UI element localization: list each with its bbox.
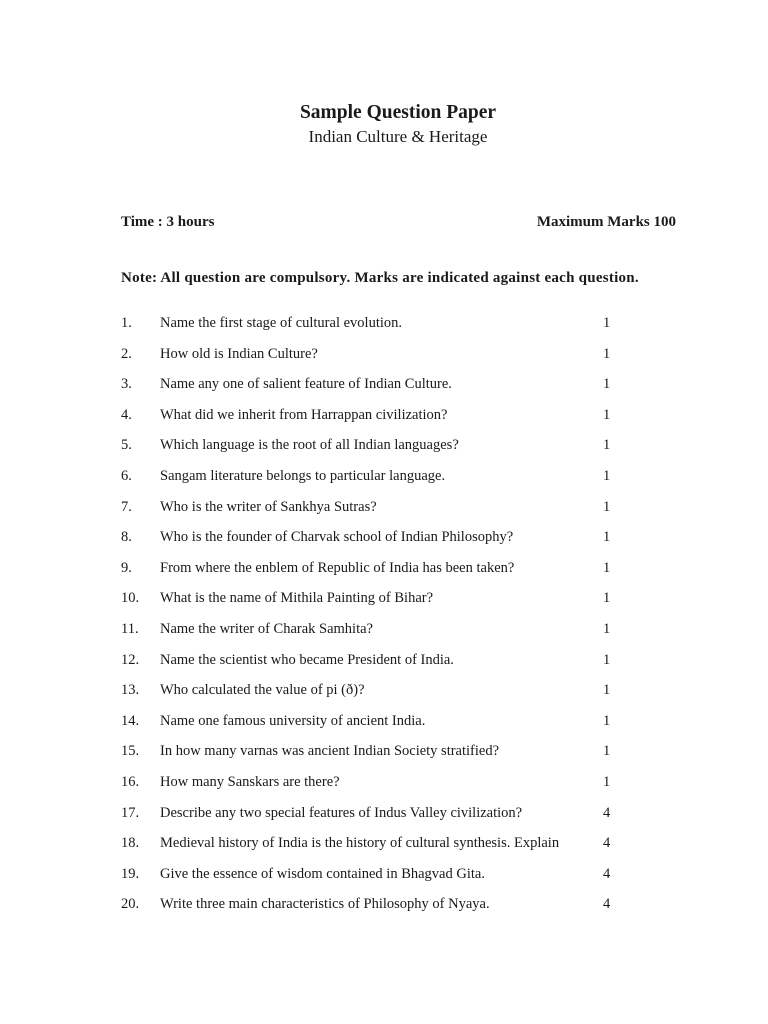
time-allowed: Time : 3 hours [121,214,215,230]
question-number: 13. [121,682,140,699]
question-marks: 1 [603,345,611,362]
question-text: Who is the writer of Sankhya Sutras? [160,498,377,515]
question-number: 6. [121,467,132,484]
page-subtitle: Indian Culture & Heritage [308,127,488,146]
question-number: 17. [121,804,140,821]
question-text: Name any one of salient feature of Indian Culture. [160,376,452,393]
question-marks: 1 [603,620,611,637]
question-marks: 1 [603,743,611,760]
page-title: Sample Question Paper [299,102,497,123]
question-number: 15. [121,743,140,760]
question-row [0,894,768,925]
question-row [0,680,768,711]
question-marks: 1 [603,498,611,515]
question-row [0,588,768,619]
question-text: Name one famous university of ancient India. [160,712,426,729]
question-row [0,344,768,375]
question-number: 11. [121,620,139,637]
question-marks: 1 [603,406,611,423]
question-number: 14. [121,712,140,729]
question-row [0,435,768,466]
question-text: Who is the founder of Charvak school of Indian Philosophy? [160,529,514,546]
question-text: What is the name of Mithila Painting of Bihar? [160,590,434,607]
question-marks: 1 [603,712,611,729]
question-row [0,711,768,742]
question-number: 2. [121,345,132,362]
question-text: Give the essence of wisdom contained in Bhagvad Gita. [160,865,485,882]
question-number: 18. [121,835,140,852]
question-number: 7. [121,498,132,515]
question-number: 1. [121,315,132,331]
question-number: 4. [121,406,132,423]
question-marks: 4 [603,804,611,821]
question-text: In how many varnas was ancient Indian Society stratified? [160,743,500,760]
question-row [0,558,768,589]
question-marks: 4 [603,865,611,882]
question-text: Describe any two special features of Indus Valley civilization? [160,804,523,821]
question-number: 8. [121,529,132,546]
question-text: From where the enblem of Republic of India has been taken? [160,559,515,576]
question-list [0,313,768,925]
question-row [0,833,768,864]
question-text: Who calculated the value of pi (ð)? [160,682,365,699]
question-row [0,803,768,834]
question-marks: 1 [603,376,611,393]
question-text: Which language is the root of all Indian languages? [160,437,459,454]
question-number: 12. [121,651,140,668]
question-row [0,466,768,497]
question-marks: 1 [603,773,611,790]
maximum-marks: Maximum Marks 100 [536,214,676,230]
question-marks: 1 [603,437,611,454]
question-row [0,527,768,558]
question-marks: 4 [603,835,611,852]
question-text: How many Sanskars are there? [160,773,340,790]
question-text: Name the scientist who became President of India. [160,651,454,668]
question-text: What did we inherit from Harrappan civilization? [160,406,448,423]
question-marks: 1 [603,682,611,699]
question-text: Sangam literature belongs to particular language. [160,467,446,484]
question-number: 10. [121,590,140,607]
question-row [0,497,768,528]
question-row [0,374,768,405]
question-row [0,313,768,344]
question-row [0,741,768,772]
question-number: 19. [121,865,140,882]
question-number: 5. [121,437,132,454]
question-row [0,772,768,803]
question-row [0,864,768,895]
question-text: Medieval history of India is the history of cultural synthesis. Explain [160,835,560,852]
question-text: Name the first stage of cultural evolution. [160,315,402,331]
question-row [0,650,768,681]
question-marks: 1 [603,467,611,484]
question-number: 16. [121,773,140,790]
question-marks: 1 [603,590,611,607]
question-marks: 1 [603,651,611,668]
question-marks: 1 [603,529,611,546]
question-number: 9. [121,559,132,576]
question-marks: 1 [603,559,611,576]
instructions-note: Note: All question are compulsory. Marks are indicated against each question. [121,270,639,286]
question-marks: 1 [603,315,611,331]
question-row [0,619,768,650]
question-marks: 4 [603,896,611,913]
question-text: How old is Indian Culture? [160,345,318,362]
question-number: 20. [121,896,140,913]
question-text: Name the writer of Charak Samhita? [160,620,373,637]
question-row [0,405,768,436]
question-text: Write three main characteristics of Philosophy of Nyaya. [160,896,490,913]
question-number: 3. [121,376,132,393]
